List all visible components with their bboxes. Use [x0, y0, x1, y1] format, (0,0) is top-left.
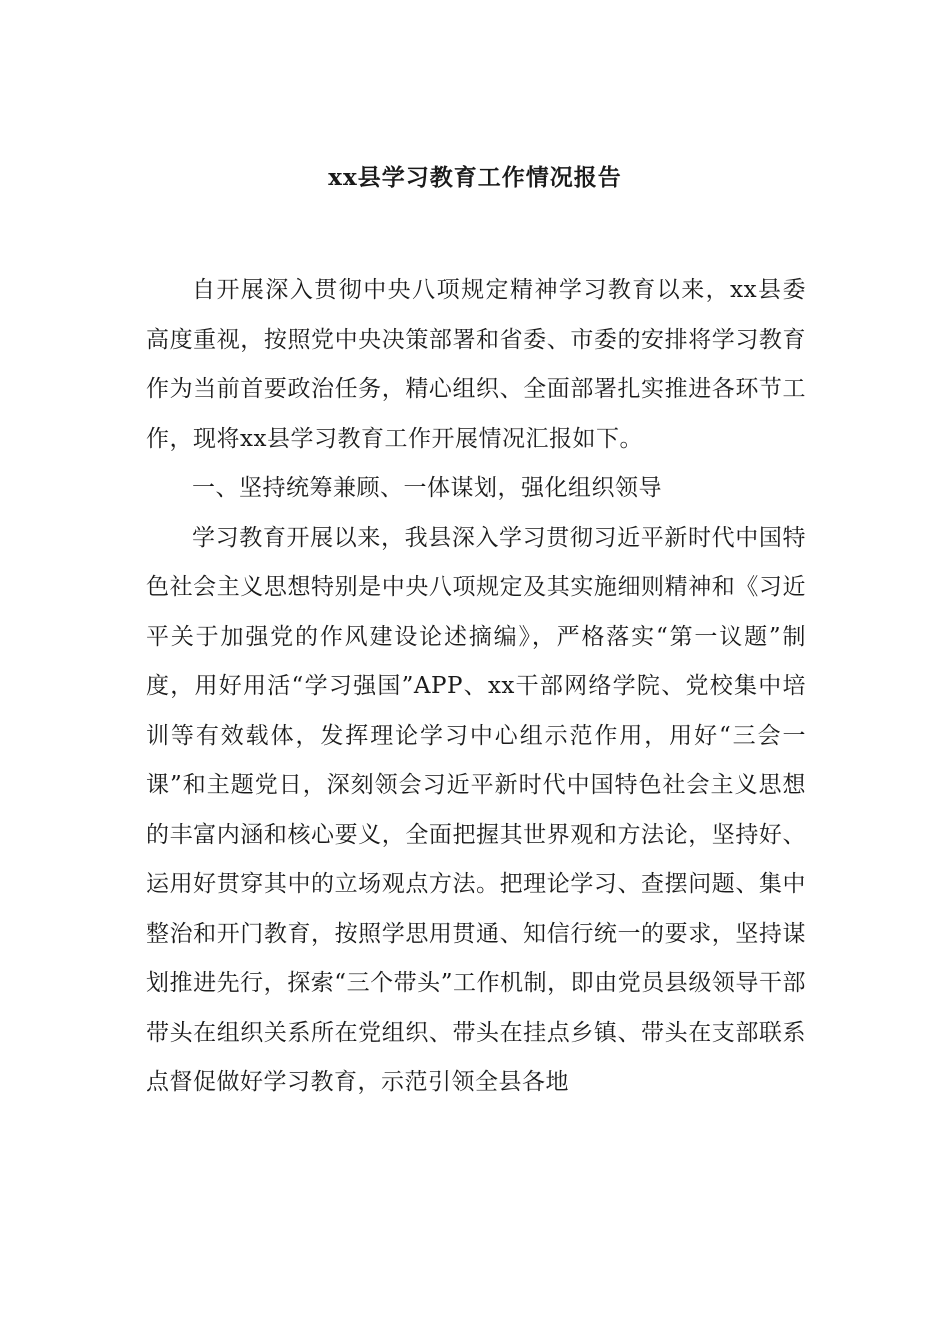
document-body: [146, 266, 806, 1108]
paragraph-intro: 自开展深入贯彻中央八项规定精神学习教育以来，xx县委高度重视，按照党中央决策部署和省委、市委的安排将学习教育作为当前首要政治任务，精心组织、全面部署扎实推进各环节工作，现将xx县学习教育工作开展情况汇报如下。: [146, 277, 806, 452]
document-title: xx县学习教育工作情况报告: [328, 164, 622, 191]
section-heading-1: 一、坚持统筹兼顾、一体谋划，强化组织领导: [192, 475, 662, 501]
paragraph-section-1: 学习教育开展以来，我县深入学习贯彻习近平新时代中国特色社会主义思想特别是中央八项规定及其实施细则精神和《习近平关于加强党的作风建设论述摘编》，严格落实“第一议题”制度，用好用活“学习强国”APP、xx干部网络学院、党校集中培训等有效载体，发挥理论学习中心组示范作用，用好“三会一课”和主题党日，深刻领会习近平新时代中国特色社会主义思想的丰富内涵和核心要义，全面把握其世界观和方法论，坚持好、运用好贯穿其中的立场观点方法。把理论学习、查摆问题、集中整治和开门教育，按照学思用贯通、知信行统一的要求，坚持谋划推进先行，探索“三个带头”工作机制，即由党员县级领导干部带头在组织关系所在党组织、带头在挂点乡镇、带头在支部联系点督促做好学习教育，示范引领全县各地: [146, 524, 806, 1095]
